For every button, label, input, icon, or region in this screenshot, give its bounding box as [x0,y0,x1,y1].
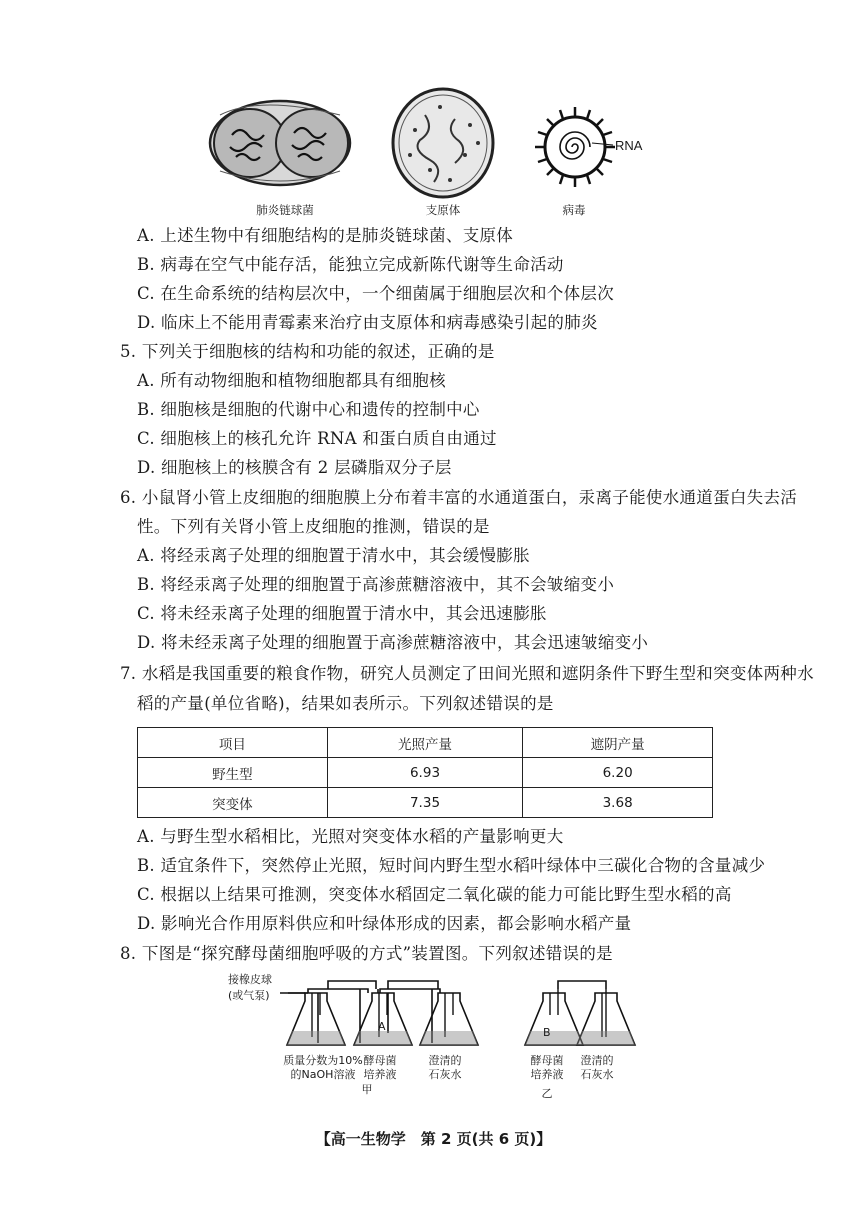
q5-option-c: C. 细胞核上的核孔允许 RNA 和蛋白质自由通过 [137,429,497,448]
table-header-item: 项目 [138,728,328,758]
q6-stem-line1: 6. 小鼠肾小管上皮细胞的细胞膜上分布着丰富的水通道蛋白，汞离子能使水通道蛋白失去活 [120,488,798,507]
q8-stem: 8. 下图是“探究酵母菌细胞呼吸的方式”装置图。下列叙述错误的是 [120,944,613,963]
flask-b-label: B [543,1026,551,1039]
table-header-row [138,728,713,758]
table-cell: 野生型 [138,758,328,788]
limewater-label-2: 澄清的 石灰水 [580,1054,614,1081]
setup-label-jia: 甲 [361,1083,373,1096]
q6-option-b: B. 将经汞离子处理的细胞置于高渗蔗糖溶液中，其不会皱缩变小 [137,575,615,594]
pump-label-2: (或气泵) [228,989,270,1002]
yeast-label-2: 酵母菌 培养液 [530,1054,564,1081]
q5-stem: 5. 下列关于细胞核的结构和功能的叙述，正确的是 [120,342,495,361]
q7-stem-line1: 7. 水稻是我国重要的粮食作物，研究人员测定了田间光照和遮阴条件下野生型和突变体两种水 [120,664,814,683]
q4-option-b: B. 病毒在空气中能存活，能独立完成新陈代谢等生命活动 [137,255,564,274]
pump-label-1: 接橡皮球 [228,973,272,986]
q7-option-d: D. 影响光合作用原料供应和叶绿体形成的因素，都会影响水稻产量 [137,914,632,933]
flask-a-label: A [378,1020,386,1033]
rna-label: RNA [615,138,643,153]
q5-option-b: B. 细胞核是细胞的代谢中心和遗传的控制中心 [137,400,480,419]
table-row [138,758,713,788]
q5-option-a: A. 所有动物细胞和植物细胞都具有细胞核 [137,371,446,390]
caption-mycoplasma: 支原体 [425,203,461,217]
table-cell: 6.93 [327,758,523,788]
q6-option-c: C. 将未经汞离子处理的细胞置于清水中，其会迅速膨胀 [137,604,547,623]
table-row [138,788,713,818]
q4-option-d: D. 临床上不能用青霉素来治疗由支原体和病毒感染引起的肺炎 [137,313,598,332]
pneumococcus-drawing [210,101,350,185]
table-cell: 突变体 [138,788,328,818]
setup-label-yi: 乙 [541,1087,553,1100]
caption-pneumococcus: 肺炎链球菌 [256,203,314,217]
mycoplasma-drawing [393,89,493,197]
naoh-label: 质量分数为10% 的NaOH溶液 [283,1054,363,1081]
q6-stem-line2: 性。下列有关肾小管上皮细胞的推测，错误的是 [137,517,490,536]
q4-option-a: A. 上述生物中有细胞结构的是肺炎链球菌、支原体 [137,226,514,245]
table-cell: 3.68 [523,788,713,818]
table-cell: 7.35 [327,788,523,818]
page-footer: 【高一生物学 第 2 页(共 6 页)】 [315,1130,552,1148]
table-cell: 6.20 [523,758,713,788]
q6-option-a: A. 将经汞离子处理的细胞置于清水中，其会缓慢膨胀 [137,546,530,565]
q7-stem-line2: 稻的产量(单位省略)，结果如表所示。下列叙述错误的是 [137,694,554,713]
virus-drawing [535,107,615,187]
table-header-light: 光照产量 [327,728,523,758]
q5-option-d: D. 细胞核上的核膜含有 2 层磷脂双分子层 [137,458,452,477]
q6-option-d: D. 将未经汞离子处理的细胞置于高渗蔗糖溶液中，其会迅速皱缩变小 [137,633,649,652]
yeast-label-1: 酵母菌 培养液 [363,1054,397,1081]
caption-virus: 病毒 [562,203,586,217]
yield-table [137,727,713,818]
respiration-apparatus [220,975,640,1060]
q7-option-b: B. 适宜条件下，突然停止光照，短时间内野生型水稻叶绿体中三碳化合物的含量减少 [137,856,766,875]
table-header-shade: 遮阴产量 [523,728,713,758]
q7-option-c: C. 根据以上结果可推测，突变体水稻固定二氧化碳的能力可能比野生型水稻的高 [137,885,732,904]
limewater-label-1: 澄清的 石灰水 [428,1054,462,1081]
q7-option-a: A. 与野生型水稻相比，光照对突变体水稻的产量影响更大 [137,827,564,846]
q4-option-c: C. 在生命系统的结构层次中，一个细菌属于细胞层次和个体层次 [137,284,615,303]
